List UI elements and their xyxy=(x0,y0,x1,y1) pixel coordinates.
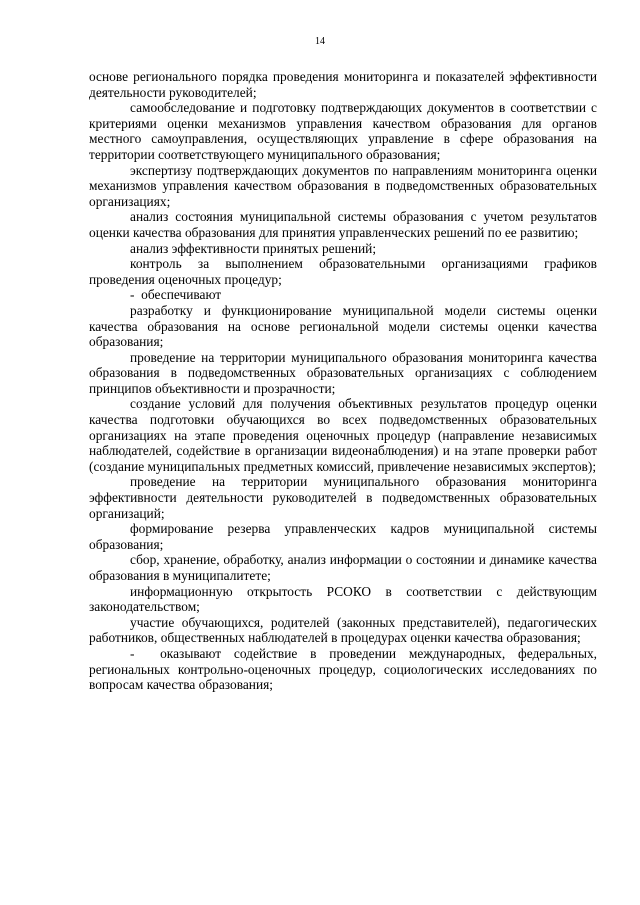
paragraph: анализ состояния муниципальной системы образования с учетом результатов оценки качества образования для принятия управленческих решений по ее развитию; xyxy=(89,209,601,240)
paragraph: формирование резерва управленческих кадров муниципальной системы образования; xyxy=(89,521,601,552)
paragraph: экспертизу подтверждающих документов по направлениям мониторинга оценки механизмов управления качеством образования в подведомственных образовательных организациях; xyxy=(89,162,601,209)
list-heading-ensure: - обеспечивают xyxy=(130,287,222,303)
paragraph: контроль за выполнением образовательными организациями графиков проведения оценочных процедур; xyxy=(89,256,601,287)
paragraph: создание условий для получения объективных результатов процедур оценки качества подготовки обучающихся во всех подведомственных образовательных организациях на этапе проведения оценочных процедур (направление независимых наблюдателей, содействие в организации видеонаблюдения) и на этапе проверки работ (создание муниципальных предметных комиссий, привлечение независимых экспертов); xyxy=(89,396,601,474)
page-number: 14 xyxy=(315,36,325,47)
paragraph: основе регионального порядка проведения мониторинга и показателей эффективности деятельности руководителей; xyxy=(89,69,601,100)
paragraph: участие обучающихся, родителей (законных представителей), педагогических работников, общественных наблюдателей в процедурах оценки качества образования; xyxy=(89,614,601,646)
paragraph: разработку и функционирование муниципальной модели системы оценки качества образования на основе региональной модели системы оценки качества образования; xyxy=(89,302,601,350)
paragraph: сбор, хранение, обработку, анализ информации о состоянии и динамике качества образования в муниципалитете; xyxy=(89,552,601,583)
list-heading-assist: - оказывают содействие в проведении международных, федеральных, региональных контрольно-оценочных процедур, социологических исследованиях по вопросам качества образования; xyxy=(89,645,601,693)
paragraph: самообследование и подготовку подтверждающих документов в соответствии с критериями оценки механизмов управления качеством образования для органов местного самоуправления, осуществляющих управление в сфере образования на территории соответствующего муниципального образования; xyxy=(89,100,601,162)
paragraph: информационную открытость РСОКО в соответствии с действующим законодательством; xyxy=(89,583,601,615)
paragraph: проведение на территории муниципального образования мониторинга эффективности деятельности руководителей в подведомственных образовательных организаций; xyxy=(89,474,601,521)
paragraph: проведение на территории муниципального образования мониторинга качества образования в подведомственных образовательных организациях с соблюдением принципов объективности и прозрачности; xyxy=(89,349,601,396)
body-text xyxy=(89,69,601,693)
paragraph: анализ эффективности принятых решений; xyxy=(130,240,377,256)
